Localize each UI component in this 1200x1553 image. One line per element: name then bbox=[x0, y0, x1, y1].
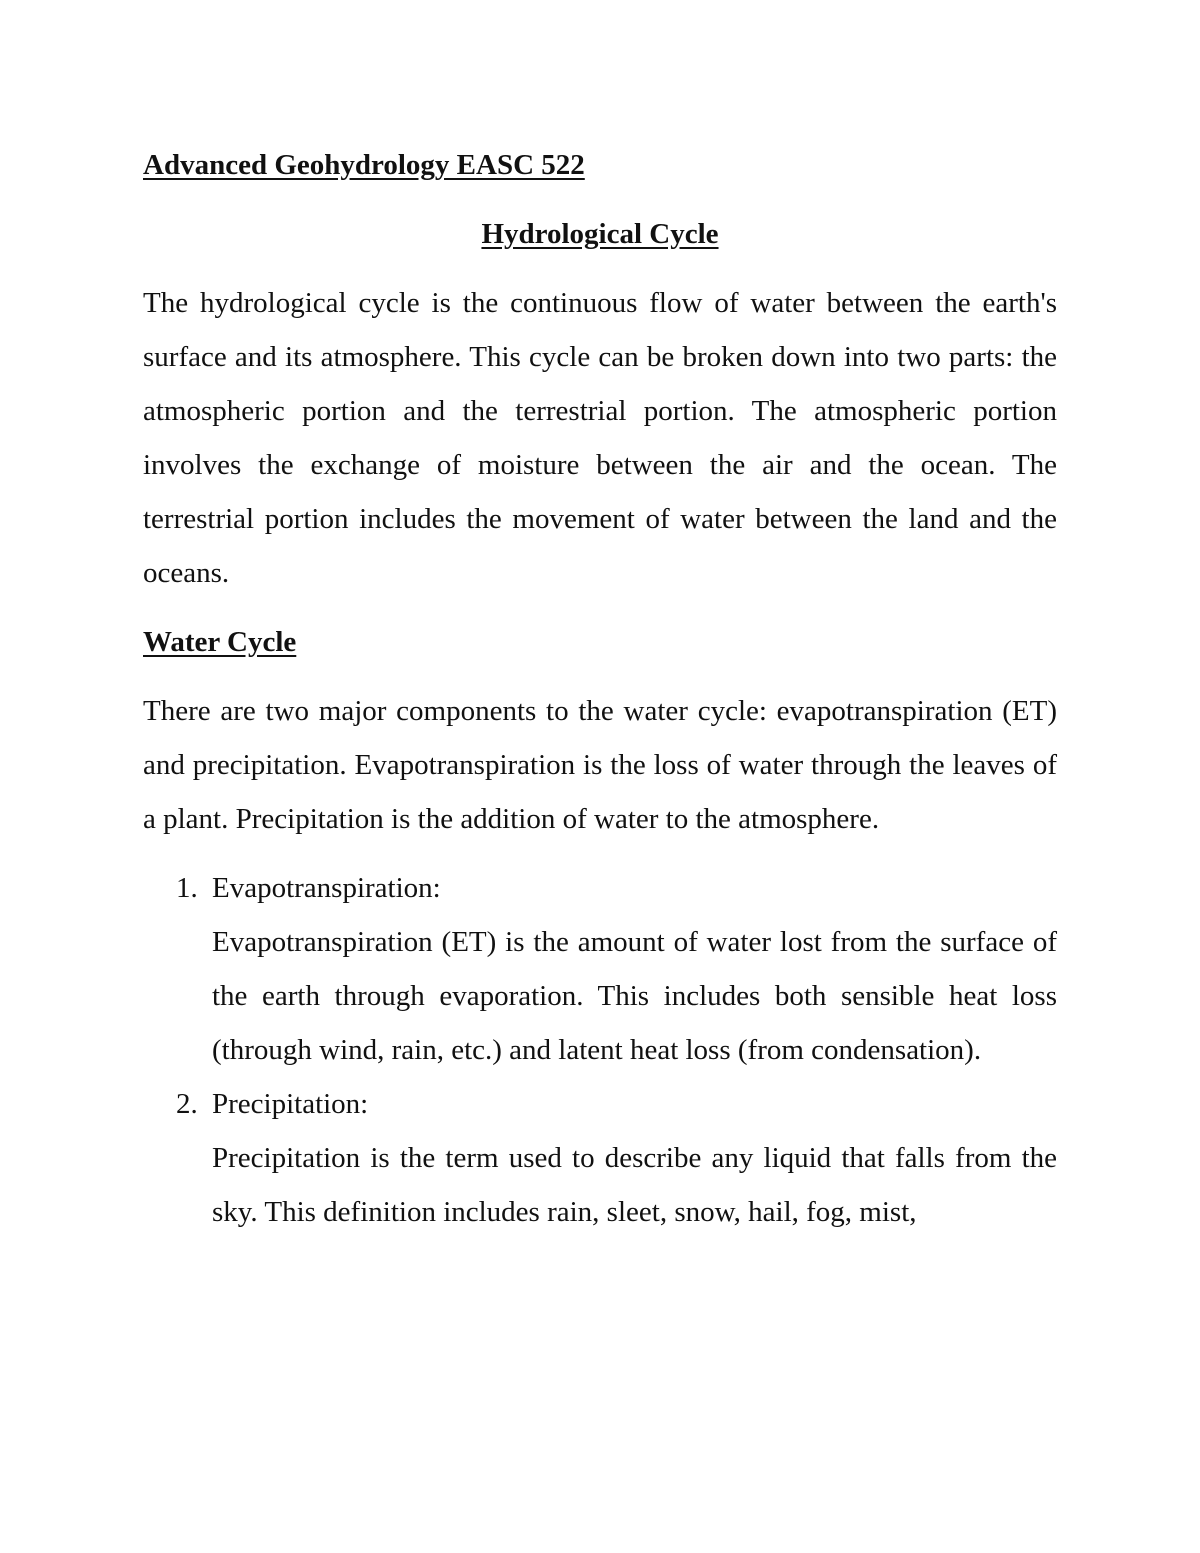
list-item-number: 1. bbox=[176, 872, 198, 904]
section-paragraph: There are two major components to the water cycle: evapotranspiration (ET) and precipitation. Evapotranspiration is the loss of water through the leaves of a plant. Precipitation is the addition of water to the atmosphere. bbox=[143, 695, 1057, 835]
section-heading: Water Cycle bbox=[143, 626, 297, 658]
list-item-title: Precipitation: bbox=[212, 1088, 369, 1120]
intro-paragraph: The hydrological cycle is the continuous flow of water between the earth's surface and its atmosphere. This cycle can be broken down into two parts: the atmospheric portion and the terrestrial portion. The atmospheric portion involves the exchange of moisture between the air and the ocean. The terrestrial portion includes the movement of water between the land and the oceans. bbox=[143, 287, 1057, 589]
list-item bbox=[143, 1077, 1057, 1239]
list-item-body: Evapotranspiration (ET) is the amount of water lost from the surface of the earth through evaporation. This includes both sensible heat loss (through wind, rain, etc.) and latent heat loss (from condensation). bbox=[212, 926, 1057, 1066]
course-title: Advanced Geohydrology EASC 522 bbox=[143, 149, 585, 181]
numbered-list bbox=[143, 861, 1057, 1239]
list-item-number: 2. bbox=[176, 1088, 198, 1120]
document-title: Hydrological Cycle bbox=[481, 218, 719, 250]
list-item bbox=[143, 861, 1057, 1077]
list-item-title: Evapotranspiration: bbox=[212, 872, 441, 904]
document-content bbox=[143, 138, 1057, 1239]
list-item-body: Precipitation is the term used to describe any liquid that falls from the sky. This definition includes rain, sleet, snow, hail, fog, mist, bbox=[212, 1142, 1057, 1228]
